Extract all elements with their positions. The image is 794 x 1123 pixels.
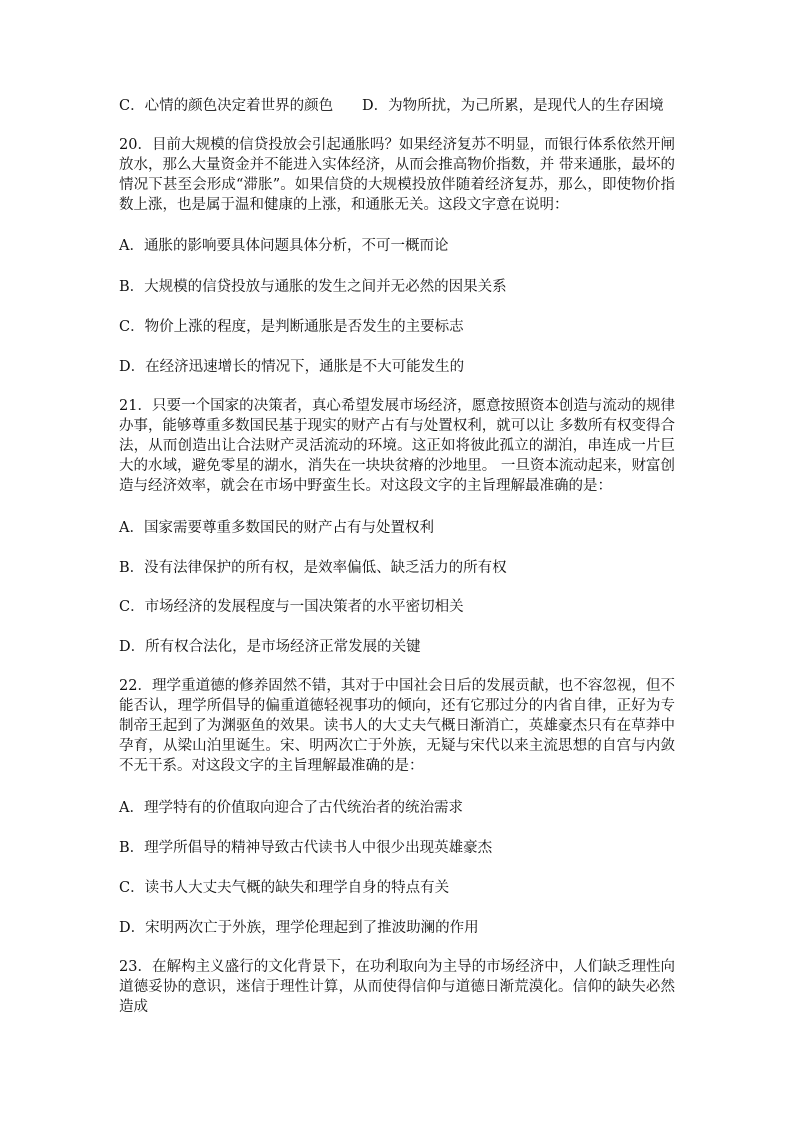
q20-option-d: D．在经济迅速增长的情况下，通胀是不大可能发生的: [119, 359, 465, 375]
q22-option-c: C．读书人大丈夫气概的缺失和理学自身的特点有关: [119, 880, 450, 896]
q20-option-a: A．通胀的影响要具体问题具体分析，不可一概而论: [119, 238, 449, 254]
q21-option-d: D．所有权合法化，是市场经济正常发展的关键: [119, 639, 421, 655]
q19-option-c: C．心情的颜色决定着世界的颜色: [119, 98, 334, 114]
q21-option-b: B．没有法律保护的所有权，是效率偏低、缺乏活力的所有权: [119, 560, 507, 576]
q20-option-b: B．大规模的信贷投放与通胀的发生之间并无必然的因果关系: [119, 279, 507, 295]
q22-option-b: B．理学所倡导的精神导致古代读书人中很少出现英雄豪杰: [119, 840, 493, 856]
q21-stem: 21．只要一个国家的决策者，真心希望发展市场经济，愿意按照资本创造与流动的规律办事，能够尊重多数国民基于现实的财产占有与处置权利，就可以让 多数所有权变得合法，从而创造出让合法财产灵活流动的环境。这正如将彼此孤立的湖泊，串连成一片巨大的水域，避免零星的湖水，消失在一块块贫瘠的沙地里。 一旦资本流动起来，财富创造与经济效率，就会在市场中野蛮生长。对这段文字的主旨理解最准确的是：: [119, 398, 675, 494]
q22-option-d: D．宋明两次亡于外族，理学伦理起到了推波助澜的作用: [119, 920, 479, 936]
q20-option-c: C．物价上涨的程度，是判断通胀是否发生的主要标志: [119, 319, 464, 335]
q21-option-a: A．国家需要尊重多数国民的财产占有与处置权利: [119, 520, 434, 536]
q22-option-a: A．理学特有的价值取向迎合了古代统治者的统治需求: [119, 800, 463, 816]
q23-stem: 23．在解构主义盛行的文化背景下，在功利取向为主导的市场经济中，人们缺乏理性向道德妥协的意识，迷信于理性计算，从而使得信仰与道德日渐荒漠化。信仰的缺失必然造成: [119, 959, 675, 1015]
q21-option-c: C．市场经济的发展程度与一国决策者的水平密切相关: [119, 599, 464, 615]
q22-stem: 22．理学重道德的修养固然不错，其对于中国社会日后的发展贡献，也不容忽视，但不能否认，理学所倡导的偏重道德轻视事功的倾向，还有它那过分的内省自律，正好为专制帝王起到了为渊驱鱼的效果。读书人的大丈夫气概日渐消亡，英雄豪杰只有在草莽中孕育，从梁山泊里诞生。宋、明两次亡于外族，无疑与宋代以来主流思想的自宫与内敛不无干系。对这段文字的主旨理解最准确的是：: [119, 678, 675, 774]
q20-stem: 20．目前大规模的信贷投放会引起通胀吗？如果经济复苏不明显，而银行体系依然开闸放水，那么大量资金并不能进入实体经济，从而会推高物价指数，并 带来通胀，最坏的情况下甚至会形成“滞胀”。如果信贷的大规模投放伴随着经济复苏，那么，即使物价指数上涨，也是属于温和健康的上涨，和通胀无关。这段文字意在说明：: [119, 137, 675, 213]
q19-option-d: D．为物所扰，为己所累，是现代人的生存困境: [362, 98, 664, 114]
